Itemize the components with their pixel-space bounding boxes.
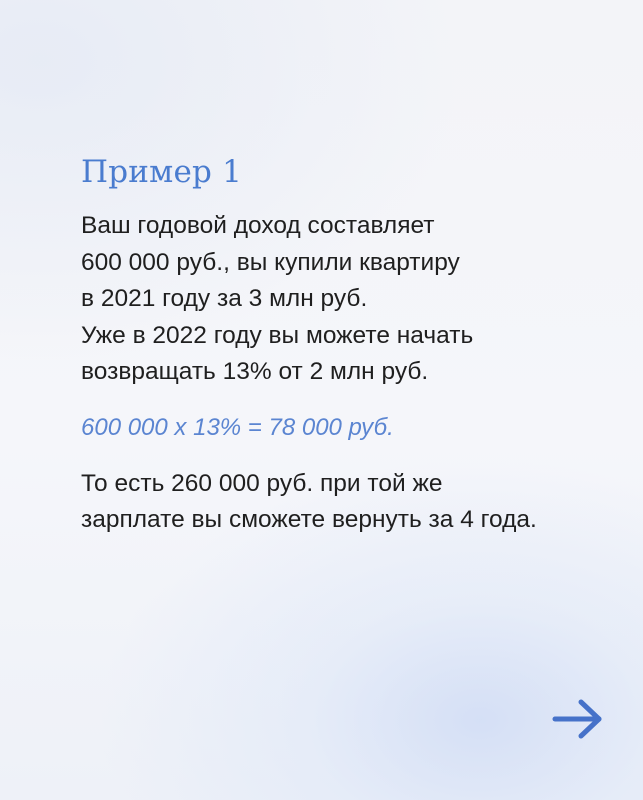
slide-title: Пример 1 — [81, 154, 243, 190]
slide-content — [81, 150, 621, 539]
text-line: 600 000 руб., вы купили квартиру — [81, 248, 460, 276]
conclusion-paragraph — [81, 466, 621, 539]
income-example-paragraph — [81, 208, 621, 391]
text-line: зарплате вы сможете вернуть за 4 года. — [81, 506, 537, 533]
calculation-formula: 600 000 х 13% = 78 000 руб. — [81, 413, 394, 441]
text-line: Ваш годовой доход составляет — [81, 212, 435, 239]
text-line: То есть 260 000 руб. при той же — [81, 469, 443, 497]
arrow-right-icon[interactable] — [551, 697, 605, 741]
text-line: в 2021 году за 3 млн руб. — [81, 285, 368, 312]
text-line: возвращать 13% от 2 млн руб. — [81, 358, 429, 385]
text-line: Уже в 2022 году вы можете начать — [81, 321, 474, 349]
